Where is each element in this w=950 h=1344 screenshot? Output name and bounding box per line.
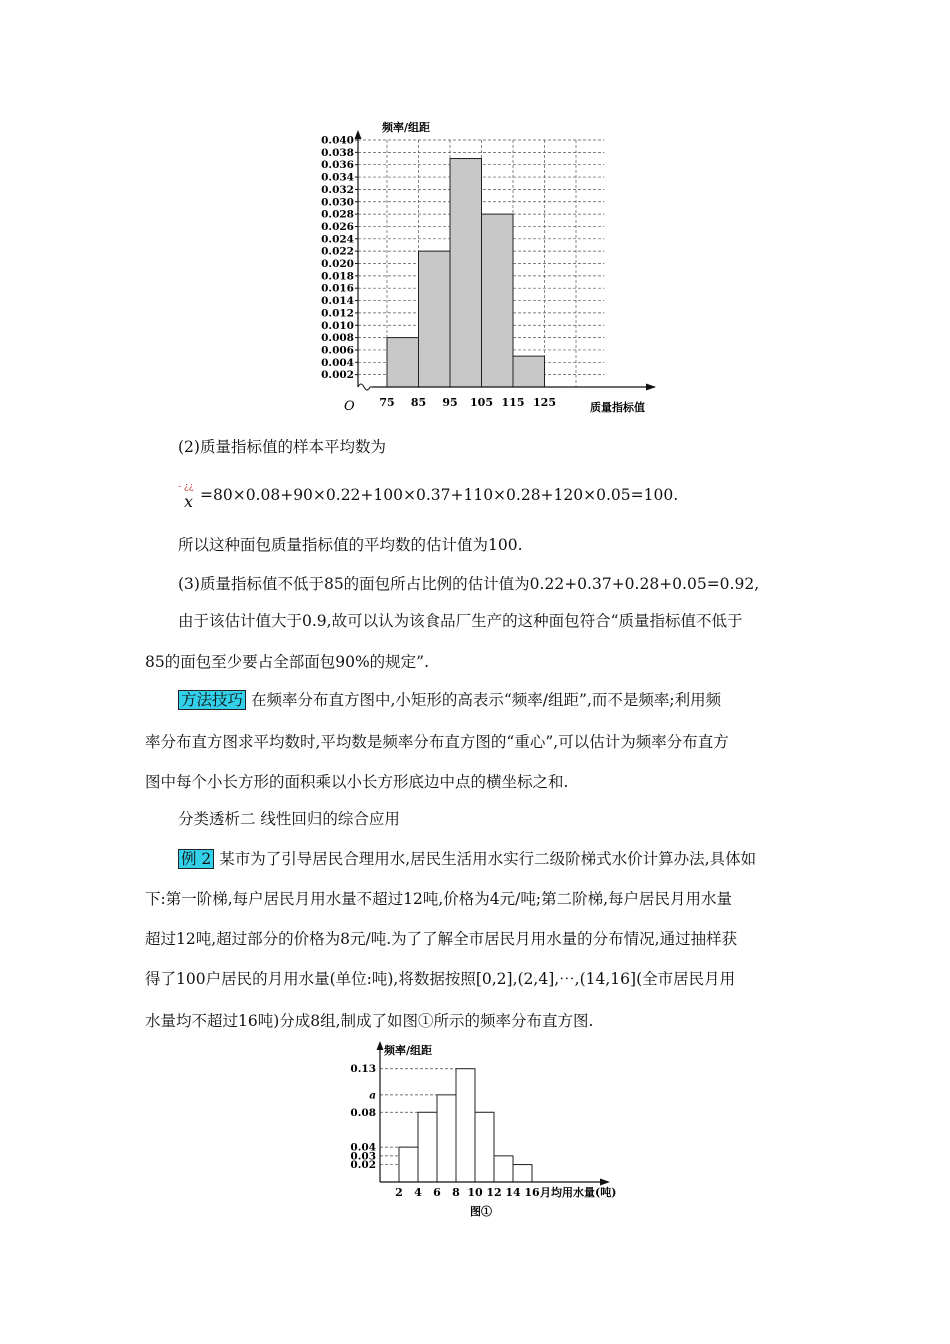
formula-accent: - ¿¿	[178, 482, 194, 492]
y-tick-label: 0.030	[321, 196, 354, 209]
y-tick-label: 0.020	[321, 258, 354, 270]
y-tick-label: 0.026	[321, 220, 354, 233]
y-tick-label: 0.008	[321, 332, 354, 345]
text-line: 所以这种面包质量指标值的平均数的估计值为100.	[178, 536, 523, 554]
text-line: 超过12吨,超过部分的价格为8元/吨.为了了解全市居民月用水量的分布情况,通过抽样获	[145, 930, 738, 948]
method-tip-line	[178, 689, 838, 711]
x-tick-label: 4	[414, 1186, 422, 1199]
histogram-bar	[482, 214, 514, 387]
text-line: (2)质量指标值的样本平均数为	[178, 438, 386, 456]
x-tick-label: 12	[486, 1186, 502, 1199]
text-line: 图中每个小长方形的面积乘以小长方形底边中点的横坐标之和.	[145, 773, 569, 791]
y-axis-arrow	[377, 1041, 384, 1050]
y-tick-label: 0.032	[321, 183, 354, 196]
bars	[399, 1069, 532, 1182]
x-tick-label: 2	[395, 1186, 403, 1199]
water-usage-histogram	[340, 1040, 640, 1220]
y-tick-label: 0.018	[321, 270, 354, 283]
x-axis-arrow	[600, 1179, 610, 1186]
y-tick-label: 0.004	[321, 356, 354, 369]
method-tip-text: 在频率分布直方图中,小矩形的高表示“频率/组距”,而不是频率;利用频	[250, 691, 722, 709]
histogram-bar	[437, 1095, 456, 1182]
y-tick-label: 0.04	[350, 1141, 376, 1154]
x-tick-label: 75	[379, 396, 395, 409]
y-tick-label: 0.016	[321, 282, 354, 295]
y-tick-label: 0.02	[350, 1159, 376, 1172]
y-tick-label: 0.034	[321, 171, 354, 184]
x-tick-label: 85	[410, 396, 427, 409]
histogram-bar	[399, 1147, 418, 1182]
formula-variable: x	[184, 492, 194, 511]
histogram-bar	[450, 159, 482, 387]
histogram-bar	[419, 251, 451, 387]
x-axis-arrow	[646, 384, 656, 391]
histogram-bar	[513, 1165, 532, 1182]
formula-body: =80×0.08+90×0.22+100×0.37+110×0.28+120×0.05=100.	[200, 486, 679, 504]
x-tick-label: 105	[470, 396, 493, 409]
y-axis-label: 频率/组距	[382, 121, 431, 134]
x-tick-labels	[379, 396, 556, 409]
x-tick-label: 115	[501, 396, 525, 409]
text-line: (3)质量指标值不低于85的面包所占比例的估计值为0.22+0.37+0.28+0.05=0.92,	[178, 575, 760, 593]
y-tick-label: 0.012	[321, 307, 354, 320]
x-axis-label: 质量指标值	[590, 401, 645, 414]
section-heading: 分类透析二 线性回归的综合应用	[178, 810, 400, 828]
y-tick-label: 0.13	[350, 1063, 376, 1076]
text-line: 得了100户居民的月用水量(单位:吨),将数据按照[0,2],(2,4],⋯,(14,16](全市居民月用	[145, 970, 736, 988]
y-tick-label: a	[369, 1089, 376, 1102]
text-line: 率分布直方图求平均数时,平均数是频率分布直方图的“重心”,可以估计为频率分布直方	[145, 733, 729, 751]
bars	[387, 159, 545, 387]
histogram-bar	[513, 356, 545, 387]
histogram-bar	[418, 1112, 437, 1182]
example-line	[178, 848, 838, 870]
axis-break	[358, 384, 373, 390]
text-line: 水量均不超过16吨)分成8组,制成了如图①所示的频率分布直方图.	[145, 1012, 594, 1030]
y-tick-label: 0.040	[321, 134, 354, 147]
y-axis-label: 频率/组距	[384, 1044, 433, 1057]
example-label: 例 2	[178, 849, 214, 869]
y-tick-labels	[321, 135, 354, 382]
y-tick-label: 0.038	[321, 146, 354, 159]
text-line: 下:第一阶梯,每户居民月用水量不超过12吨,价格为4元/吨;第二阶梯,每户居民月用水量	[145, 890, 733, 908]
text-line: 85的面包至少要占全部面包90%的规定”.	[145, 653, 430, 671]
y-tick-label: 0.03	[350, 1150, 376, 1163]
y-tick-label: 0.010	[321, 319, 354, 332]
example-text: 某市为了引导居民合理用水,居民生活用水实行二级阶梯式水价计算办法,具体如	[219, 850, 757, 868]
x-axis-label: 月均用水量(吨)	[540, 1186, 617, 1199]
y-axis-arrow	[355, 130, 362, 139]
y-tick-label: 0.002	[321, 369, 354, 382]
y-tick-label: 0.022	[321, 245, 354, 258]
x-tick-label: 14	[505, 1186, 521, 1199]
text-line: 由于该估计值大于0.9,故可以认为该食品厂生产的这种面包符合“质量指标值不低于	[178, 612, 743, 630]
x-tick-labels	[395, 1186, 540, 1199]
x-tick-label: 95	[442, 396, 458, 409]
y-tick-labels	[350, 1063, 376, 1171]
figure-caption: 图①	[470, 1205, 492, 1218]
x-tick-label: 8	[452, 1186, 460, 1199]
x-tick-label: 16	[524, 1186, 540, 1199]
histogram-bar	[456, 1069, 475, 1182]
histogram-bar	[475, 1112, 494, 1182]
x-tick-label: 10	[467, 1186, 483, 1199]
y-tick-label: 0.006	[321, 344, 354, 357]
quality-histogram	[300, 115, 680, 420]
origin-label: O	[344, 399, 355, 414]
histogram-bar	[494, 1156, 513, 1182]
x-tick-label: 125	[533, 396, 556, 409]
y-tick-label: 0.028	[321, 208, 354, 221]
histogram-bar	[387, 338, 419, 387]
y-tick-label: 0.036	[321, 159, 354, 172]
y-tick-label: 0.024	[321, 233, 354, 246]
y-tick-label: 0.08	[350, 1106, 376, 1119]
y-tick-label: 0.014	[321, 295, 354, 308]
method-tip-label: 方法技巧	[178, 690, 246, 710]
x-tick-label: 6	[433, 1186, 441, 1199]
